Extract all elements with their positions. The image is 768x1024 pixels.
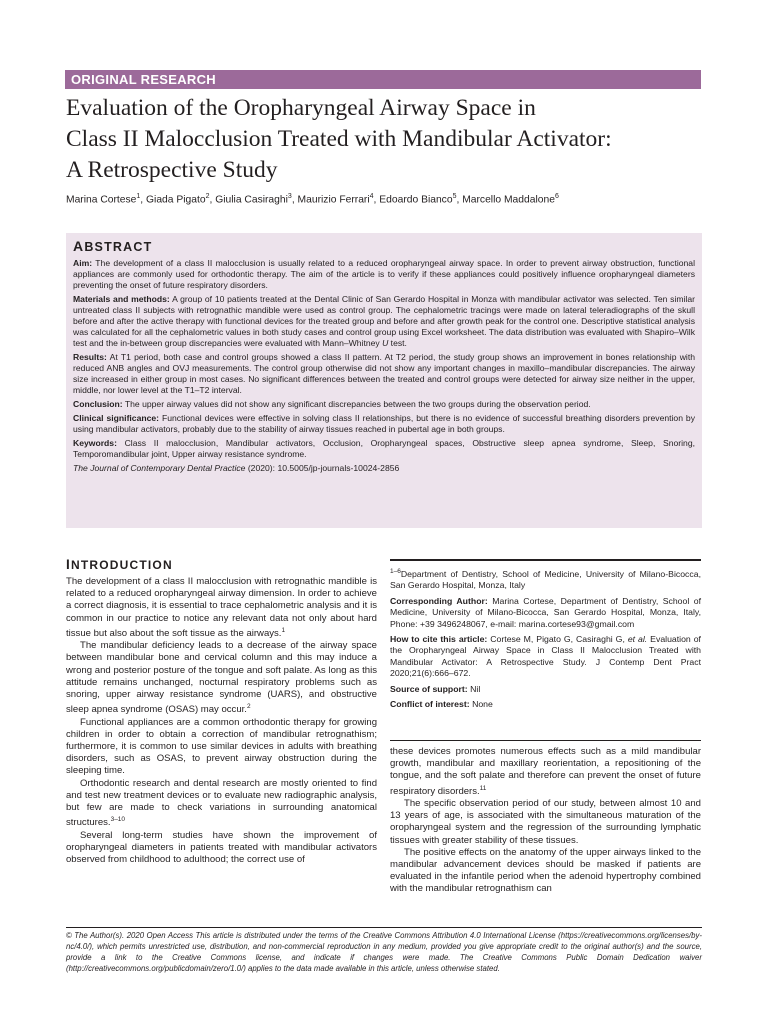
article-title (66, 93, 706, 186)
abstract-methods: Materials and methods: A group of 10 patients treated at the Dental Clinic of San Gerardo Hospital in Monza with mandibular activator was selected. Ten similar untreated class II subjects with retrognathic mandible were used as control group. The cephalometric tracings were made on lateral teleradiographs of the skull before and after the active therapy with functional devices for the treated group and before and after growth peak for the control one. Descriptive statistical analysis was calculated for all the cephalometric values in both study cases and control group using Excel worksheet. The data distribution was evaluated with Shapiro–Wilk test and the in-between group discrepancies were evaluated with Mann–Whitney U test. (73, 294, 695, 348)
abstract-box (66, 233, 702, 528)
author: Giada Pigato (146, 194, 206, 206)
author: Marina Cortese (66, 194, 137, 206)
abstract-clinical-significance: Clinical significance: Functional devices were effective in solving class II relationships, but there is no evidence of successful breathing disorders prevention by using mandibular activators, probably due to the stability of airway tissues reached in pubertal age in both groups. (73, 413, 696, 434)
license-footer: © The Author(s). 2020 Open Access This article is distributed under the terms of the Creative Commons Attribution 4.0 International License (https://creativecommons.org/licenses/by-nc/4.0/), which permits unrestricted use, distribution, and non-commercial reproduction in any medium, provided you give appropriate credit to the original author(s) and the source, provide a link to the Creative Commons license, and indicate if changes were made. The Creative Commons Public Domain Dedication waiver (http://creativecommons.org/publicdomain/zero/1.0/) applies to the data made available in this article, unless otherwise stated. (66, 931, 702, 973)
author: Maurizio Ferrari (297, 194, 370, 206)
abstract-conclusion: Conclusion: The upper airway values did not show any significant discrepancies between the two groups during the observation period. (73, 399, 591, 409)
title-line-2: Class II Malocclusion Treated with Mandibular Activator: (66, 126, 612, 152)
footer-rule (66, 927, 702, 928)
article-info-box (390, 566, 701, 714)
left-column (66, 576, 377, 866)
body-paragraph: The specific observation period of our study, between almost 10 and 13 years of age, is associated with the simultaneous maturation of the oropharyngeal system and the regression of the surrounding lymphatic tissues with greater stability of these tissues. (390, 797, 701, 846)
title-line-1: Evaluation of the Oropharyngeal Airway Space in (66, 95, 536, 121)
abstract-citation: The Journal of Contemporary Dental Practice (2020): 10.5005/jp-journals-10024-2856 (73, 463, 400, 473)
intro-paragraph: The development of a class II malocclusion with retrognathic mandible is related to a reduced oropharyngeal airway dimension. In order to achieve a correct diagnosis, it is essential to trace cephalometric analysis and it is common in our practice to notice any relevant data not only about hard tissue but also about the soft tissue as the airways.$^1$ (66, 576, 377, 639)
abstract-results: Results: At T1 period, both case and control groups showed a class II pattern. At T2 period, the study group shows an improvement in bones relationship with reduced ANB angles and OVJ measurements. The control group otherwise did not show any important changes in maxillo–mandibular discrepancies. The airway size increased in either group in most cases. No significant differences between the treated and control groups were detected for airway size neither in the upper, middle, nor lower level at the T1–T2 interval. (73, 352, 695, 395)
abstract-keywords: Keywords: Class II malocclusion, Mandibular activators, Occlusion, Oropharyngeal spaces, Obstructive sleep apnea syndrome, Sleep, Snoring, Temporomandibular joint, Upper airway resistance syndrome. (73, 438, 695, 459)
author: Marcello Maddalone (462, 194, 555, 206)
body-paragraph: The positive effects on the anatomy of the upper airways linked to the mandibular advancement devices should be masked if patients are evaluated in the infantile period when the adenoid hypertrophy combined with the mandibular retrognathism can (390, 846, 701, 895)
intro-paragraph: Several long-term studies have shown the improvement of oropharyngeal diameters in patients treated with mandibular activators observed from childhood to adulthood; the correct use of (66, 829, 377, 865)
corresponding-author: Corresponding Author: Marina Cortese, Department of Dentistry, School of Medicine, University of Milano-Bicocca, San Gerardo Hospital, Monza, Italy, Phone: +39 3496248067, e-mail: marina.cortese93@gmail.com (390, 595, 701, 629)
intro-paragraph: The mandibular deficiency leads to a decrease of the airway space between mandibular bone and cervical column and this may induce a wrong and posterior posture of the tongue and soft palate. As long as this attitude remains unchanged, nocturnal respiratory problems such as snoring, upper airway resistance syndrome (UARS), and obstructive sleep apnea syndrome (OSAS) may occur.$^2$ (66, 640, 377, 716)
info-box-bottom-rule (390, 740, 701, 741)
conflict-of-interest: Conflict of interest: None (390, 698, 493, 709)
how-to-cite: How to cite this article: Cortese M, Pigato G, Casiraghi G, et al. Evaluation of the Oropharyngeal Airway Space in Class II Malocclusion Treated with Mandibular Activator: A Retrospective Study. J Contemp Dent Pract 2020;21(6):666–672. (390, 633, 701, 679)
source-of-support: Source of support: Nil (390, 683, 481, 694)
intro-paragraph: Functional appliances are a common orthodontic therapy for growing children in order to obtain a correction of mandibular retrognathism; furthermore, it is common to use similar devices in adults with breathing disorders, such as OSAS, to prevent airway obstruction during the sleeping time. (66, 716, 377, 777)
author: Edoardo Bianco (379, 194, 453, 206)
intro-paragraph: Orthodontic research and dental research are mostly oriented to find and test new treatment devices or to evaluate new radiographic analysis, but few are made to check variations in surrounding anatomical structures.$^{3-10}$ (66, 777, 377, 829)
abstract-heading: ABSTRACT (73, 238, 153, 254)
author-list: Marina Cortese$^1$, Giada Pigato$^2$, Giulia Casiraghi$^3$, Maurizio Ferrari$^4$, Edoardo Bianco$^5$, Marcello Maddalone$^6$ (66, 193, 559, 206)
title-line-3: A Retrospective Study (66, 157, 278, 183)
info-box-top-rule (390, 559, 701, 561)
article-type-banner: ORIGINAL RESEARCH (65, 70, 701, 89)
introduction-heading: INTRODUCTION (66, 557, 173, 572)
abstract-aim: Aim: The development of a class II malocclusion is usually related to a reduced oropharyngeal airway space. In order to prevent airway obstruction, functional appliances are commonly used for orthodontic therapy. The aim of the article is to verify if these appliances could positively influence oropharyngeal diameters preventing the onset of future respiratory disorders. (73, 258, 695, 290)
affiliation: $^{1-6}$Department of Dentistry, School of Medicine, University of Milano-Bicocca, San Gerardo Hospital, Monza, Italy (390, 568, 701, 591)
body-paragraph: these devices promotes numerous effects such as a mild mandibular growth, mandibular and maxillary reorientation, a repositioning of the tongue, and the soft palate and therefore can prevent the onset of future respiratory disorders.$^{11}$ (390, 746, 701, 797)
right-column (390, 746, 701, 896)
author: Giulia Casiraghi (215, 194, 288, 206)
